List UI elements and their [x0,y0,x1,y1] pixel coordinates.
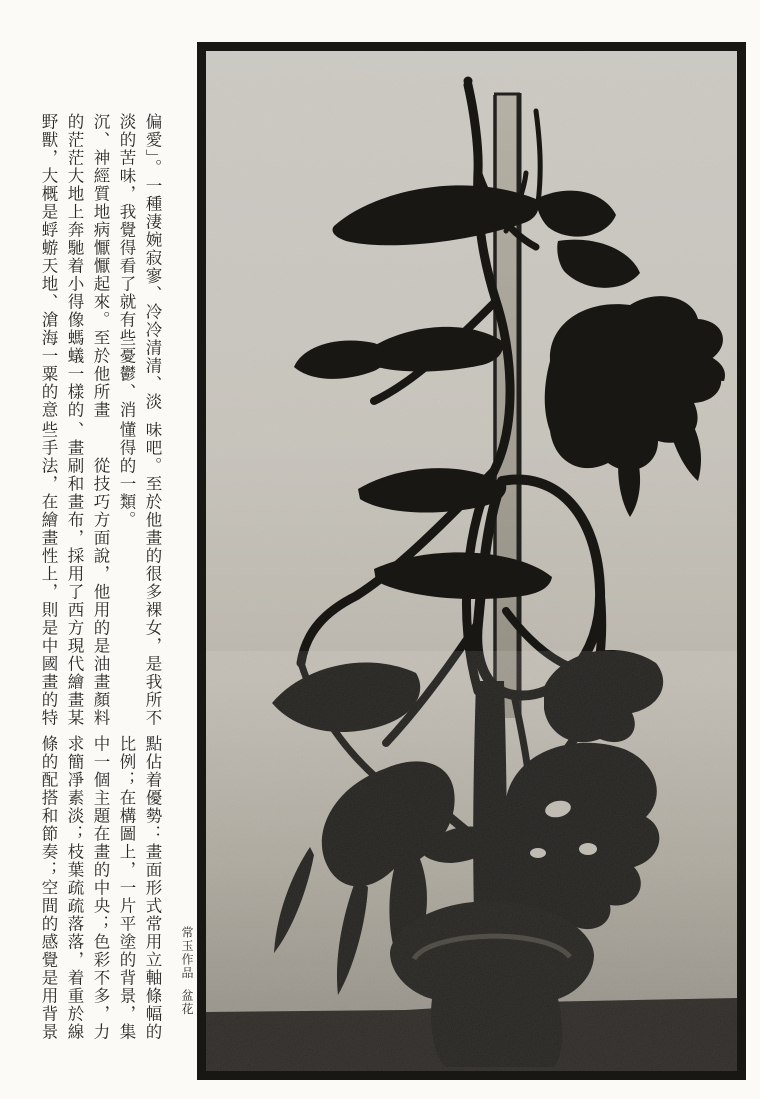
text-column: 的茫茫大地上奔馳着小得像螞蟻一樣的 [65,113,84,419]
text-column: 野獸，大概是蜉蝣天地、滄海一粟的意 [39,113,58,419]
text-column: 味吧。至於他畫的很多裸女，是我所不 [143,421,162,727]
text-column: 中一個主題在畫的中央；色彩不多，力 [91,735,110,1041]
potted-plant-illustration [206,51,737,1071]
text-column: 比例；在構圖上，一片平塗的背景，集 [117,735,136,1041]
text-column: 、畫刷和畫布，採用了西方現代繪畫某 [65,421,84,727]
text-column: 求簡凈素淡；枝葉疏疏落落，着重於線 [65,735,84,1041]
text-column: 從技巧方面說，他用的是油畫顏料 [91,421,110,727]
text-column: 點佔着優勢：畫面形式常用立軸條幅的 [143,735,162,1041]
text-column: 沉、神經質地病懨懨起來。至於他所畫 [91,113,110,419]
text-column: 些手法，在繪畫性上，則是中國畫的特 [39,421,58,727]
text-band-3 [33,735,165,1047]
grain-overlay-light [206,651,737,1071]
text-band-1 [33,113,165,425]
text-band-2 [33,421,165,733]
text-column: 條的配搭和節奏；空間的感覺是用背景 [39,735,58,1041]
work-title: 盆花 [180,989,194,1016]
artist-label: 常玉作品 [180,926,194,980]
text-column: 懂得的一類。 [117,421,136,529]
text-column: 偏愛」。一種淒婉寂寥、冷冷清清、淡 [143,113,162,411]
artwork-figure [197,42,746,1080]
artwork-caption [178,926,196,1046]
text-column: 淡的苦味，我覺得看了就有些憂鬱、消 [117,113,136,419]
